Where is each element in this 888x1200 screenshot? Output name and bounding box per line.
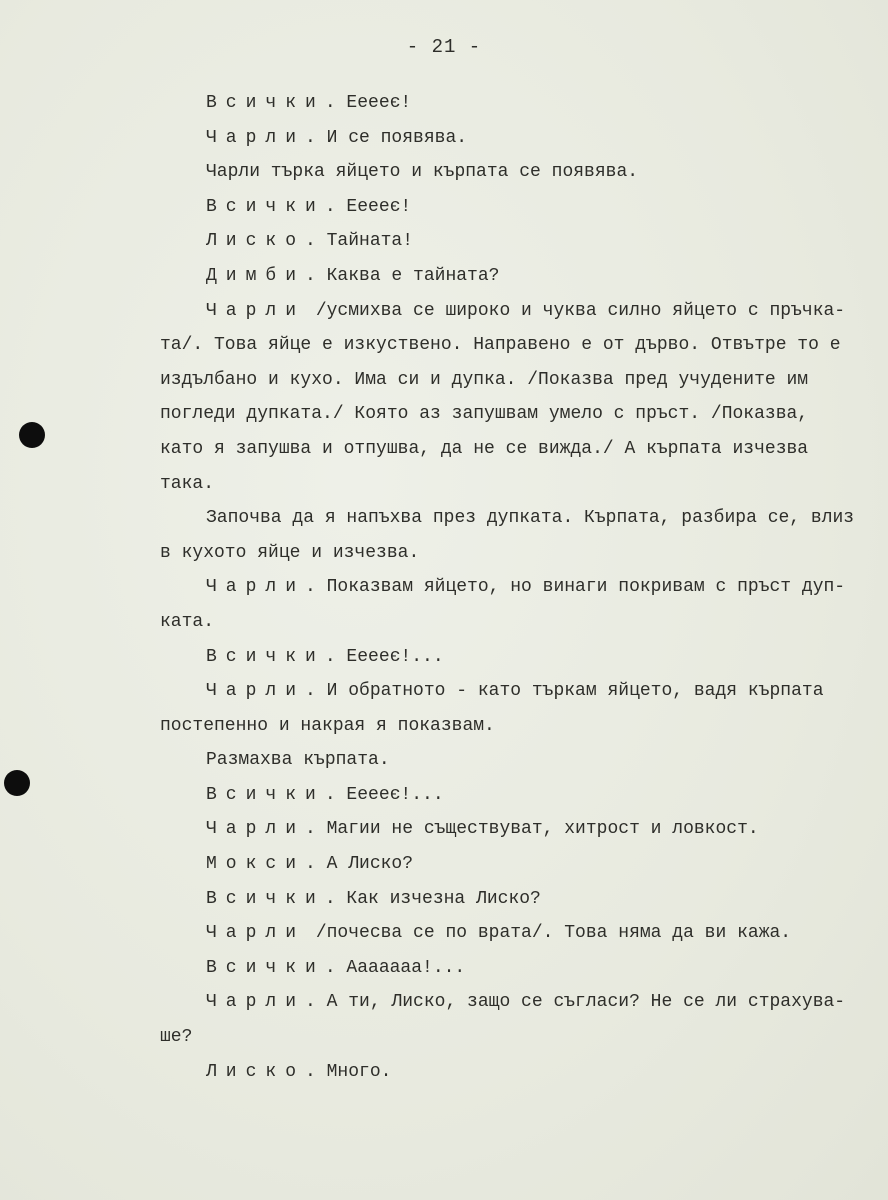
speaker-name: Мокси — [206, 854, 306, 875]
speaker-name: Лиско — [206, 1061, 306, 1082]
stage-direction: Чарли търка яйцето и кърпата се появява. — [206, 162, 639, 183]
text-line: издълбано и кухо. Има си и дупка. /Показва пред учудените им — [160, 369, 809, 390]
dialogue-text: . Тайната! — [305, 231, 414, 252]
text-line: ката. — [160, 611, 215, 632]
speaker-name: Чарли — [206, 923, 306, 944]
dialogue-line — [160, 224, 860, 259]
stage-direction: Размахва кърпата. — [206, 750, 390, 771]
dialogue-line — [160, 951, 860, 986]
speaker-name: Чарли — [206, 992, 306, 1013]
dialogue-line — [160, 570, 860, 605]
dialogue-text: /усмихва се широко и чуква силно яйцето с пръчка- — [305, 300, 846, 321]
text-line: така. — [160, 473, 215, 494]
dialogue-text: . Ееееє! — [324, 196, 412, 217]
speaker-name: Всички — [206, 196, 325, 217]
script-text — [160, 86, 860, 1089]
dialogue-line — [160, 778, 860, 813]
dialogue-line — [160, 674, 860, 709]
text-line: постепенно и накрая я показвам. — [160, 715, 495, 736]
dialogue-line — [160, 916, 860, 951]
speaker-name: Всички — [206, 93, 325, 113]
speaker-name: Чарли — [206, 577, 306, 598]
dialogue-text: . А Лиско? — [305, 854, 414, 875]
text-line: погледи дупката./ Която аз запушвам умело с пръст. /Показва, — [160, 404, 809, 425]
speaker-name: Всички — [206, 957, 325, 978]
text-line: като я запушва и отпушва, да не се вижда./ А кърпата изчезва — [160, 438, 809, 459]
dialogue-text: . Как изчезна Лиско? — [324, 888, 541, 909]
dialogue-line — [160, 294, 860, 329]
page-number: - 21 - — [406, 36, 482, 58]
dialogue-line — [160, 86, 860, 121]
text-line: та/. Това яйце е изкуствено. Направено е от дърво. Отвътре то е — [160, 335, 841, 356]
dialogue-line — [160, 882, 860, 917]
text-line: ше? — [160, 1027, 193, 1048]
dialogue-line — [160, 1055, 860, 1090]
dialogue-line — [160, 259, 860, 294]
speaker-name: Всички — [206, 646, 325, 667]
speaker-name: Всички — [206, 784, 325, 805]
dialogue-line — [160, 847, 860, 882]
speaker-name: Димби — [206, 265, 306, 286]
dialogue-text: . Показвам яйцето, но винаги покривам с пръст дуп- — [305, 577, 846, 598]
text-line: в кухото яйце и изчезва. — [160, 542, 420, 563]
dialogue-text: . А ти, Лиско, защо се съгласи? Не се ли страхува- — [305, 992, 846, 1013]
dialogue-text: . И обратното - като търкам яйцето, вадя кърпата — [305, 681, 824, 702]
dialogue-text: . Каква е тайната? — [305, 265, 500, 286]
dialogue-line — [160, 121, 860, 156]
speaker-name: Чарли — [206, 819, 306, 840]
dialogue-text: /почесва се по врата/. Това няма да ви кажа. — [305, 923, 792, 944]
speaker-name: Чарли — [206, 681, 306, 702]
punch-hole — [4, 770, 30, 796]
punch-hole — [19, 422, 45, 448]
stage-direction: Започва да я напъхва през дупката. Кърпата, разбира се, влиз — [206, 508, 855, 529]
dialogue-text: . Магии не съществуват, хитрост и ловкост. — [305, 819, 759, 840]
dialogue-line — [160, 812, 860, 847]
speaker-name: Всички — [206, 888, 325, 909]
speaker-name: Чарли — [206, 127, 306, 148]
dialogue-text: . И се появява. — [305, 127, 468, 148]
dialogue-text: . Много. — [305, 1061, 392, 1082]
dialogue-text: . Ееееє!... — [324, 646, 444, 667]
dialogue-text: . Ееееє! — [324, 93, 412, 113]
dialogue-line — [160, 985, 860, 1020]
speaker-name: Чарли — [206, 300, 306, 321]
dialogue-line — [160, 190, 860, 225]
dialogue-line — [160, 640, 860, 675]
speaker-name: Лиско — [206, 231, 306, 252]
dialogue-text: . Ееееє!... — [324, 784, 444, 805]
dialogue-text: . Ааааааа!... — [324, 957, 466, 978]
